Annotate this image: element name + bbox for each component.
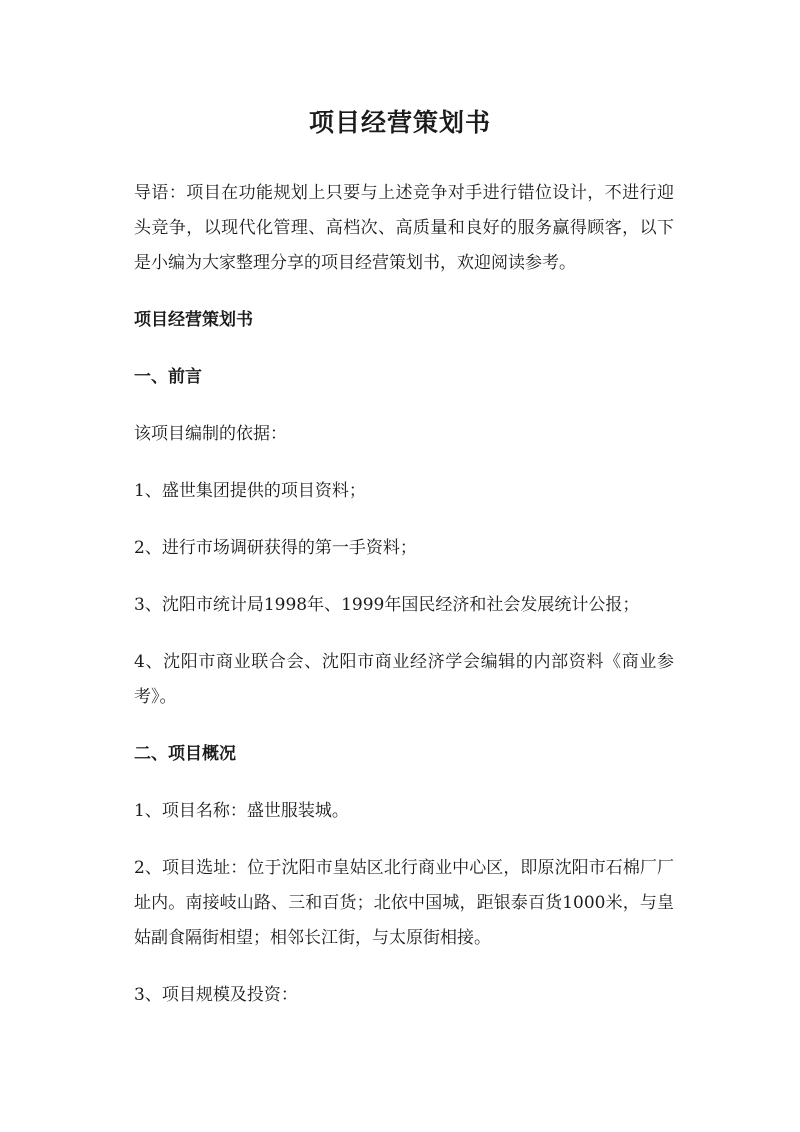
intro-paragraph: 导语：项目在功能规划上只要与上述竞争对手进行错位设计，不进行迎头竞争，以现代化管理、高档次、高质量和良好的服务赢得顾客，以下是小编为大家整理分享的项目经营策划书，欢迎阅读参考。 [134, 183, 674, 273]
overview-item: 1、项目名称：盛世服装城。 [134, 801, 349, 821]
document-title: 项目经营策划书 [308, 108, 491, 137]
basis-intro: 该项目编制的依据： [134, 424, 287, 444]
section-heading-preface: 一、前言 [134, 367, 202, 387]
basis-item: 3、沈阳市统计局1998年、1999年国民经济和社会发展统计公报； [134, 595, 640, 615]
section-heading-overview: 二、项目概况 [134, 744, 236, 764]
overview-item: 2、项目选址：位于沈阳市皇姑区北行商业中心区，即原沈阳市石棉厂厂址内。南接岐山路、三和百货；北依中国城，距银泰百货1000米，与皇姑副食隔街相望；相邻长江街，与太原街相接。 [134, 858, 674, 948]
subtitle-heading: 项目经营策划书 [134, 310, 253, 330]
basis-item: 1、盛世集团提供的项目资料； [134, 481, 366, 501]
document-body [134, 176, 674, 1013]
basis-item: 2、进行市场调研获得的第一手资料； [134, 538, 417, 558]
overview-item: 3、项目规模及投资： [134, 985, 298, 1005]
basis-item: 4、沈阳市商业联合会、沈阳市商业经济学会编辑的内部资料《商业参考》。 [134, 652, 674, 707]
